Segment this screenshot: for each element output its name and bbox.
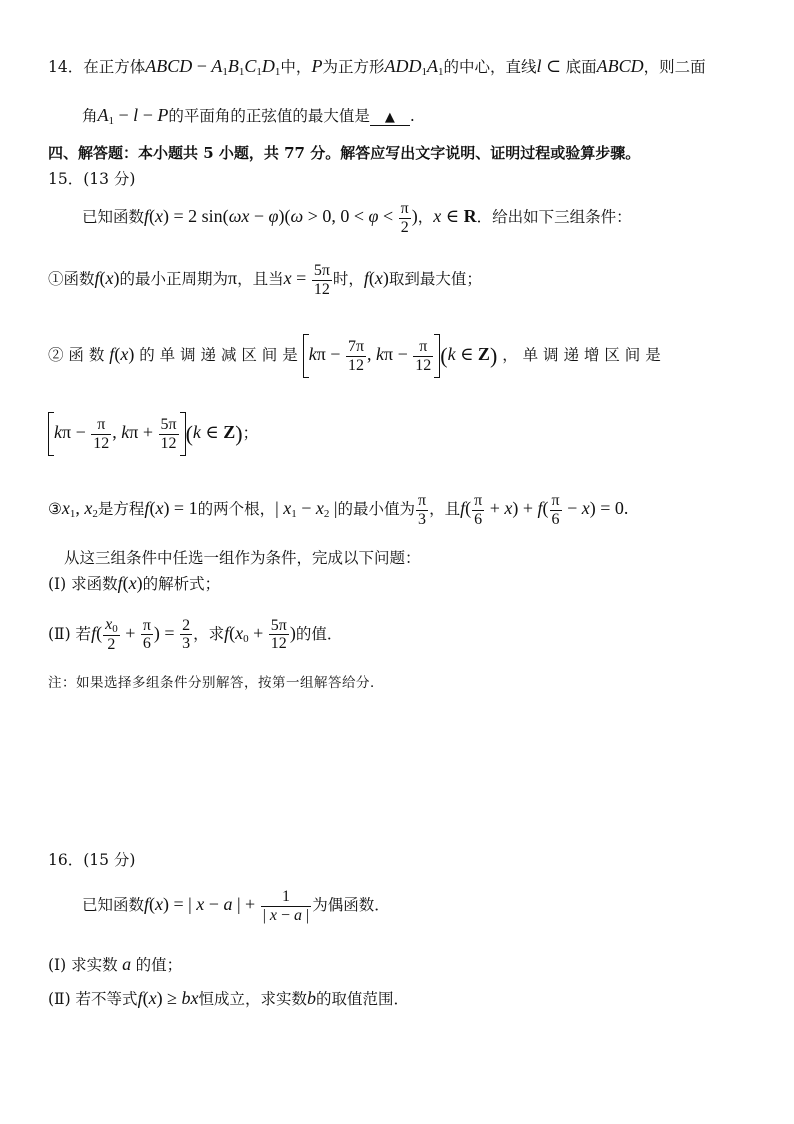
q16-number: 16．(15 分) <box>48 851 136 869</box>
q16-part-2: (Ⅱ) 若不等式f(x) ≥ bx恒成立，求实数b的取值范围． <box>48 988 409 1008</box>
answer-blank: ▲ <box>370 111 410 126</box>
fraction: $\frac{1}{| x - a |}$ <box>262 888 310 924</box>
fraction: $\frac{\pi}{2}$ <box>400 200 409 236</box>
fraction: $\frac{\pi}{6}$ <box>142 616 151 653</box>
q15-part-2: (Ⅱ) 若f( $\frac{x_0}{2}$ + $\frac{\pi}{6}$ ) = $\frac{2}{3}$ ，求$f(x_0$ + $\frac{5\pi}{12}$ )的值． <box>48 616 343 654</box>
condition-1: ①函数f(x)的最小正周期为π，且当x = $\frac{5\pi}{12}$ 时，f(x)取到最大值； <box>48 262 482 298</box>
fraction: $\frac{\pi}{6}$ <box>474 492 483 528</box>
section-heading: 四、解答题：本小题共 5 小题，共 77 分。解答应写出文字说明、证明过程或验算步骤。 <box>48 144 641 162</box>
q15-part-1: (Ⅰ) 求函数f(x)的解析式； <box>48 573 221 593</box>
fraction: $\frac{7\pi}{12}$ <box>347 337 365 374</box>
condition-3: $③x_1$, $x_2$是方程f(x) = 1的两个根，| $x_1 - x_2$ |的最小值为 $\frac{\pi}{3}$ ，且f( $\frac{\pi}{6}$ + x) + f( $\frac{\pi}{6}$ − x) = 0. <box>48 492 629 528</box>
q14-number: 14． <box>48 58 84 76</box>
fraction: $\frac{2}{3}$ <box>182 616 191 653</box>
condition-2: ② 函 数 f(x) 的 单 调 递 减 区 间 是 kπ − $\frac{7\pi}{12}$ , kπ − $\frac{\pi}{12}$ (k ∈ Z) ， 单 调 递 增 区 间 是 <box>48 334 661 378</box>
fraction: $\frac{5\pi}{12}$ <box>313 262 330 298</box>
choose-instruction: 从这三组条件中任选一组作为条件，完成以下问题： <box>64 549 421 567</box>
note: 注：如果选择多组条件分别解答，按第一组解答给分． <box>48 675 384 691</box>
q14-line-1: 14．在正方体ABCD − $A_1B_1C_1D_1$中，P为正方形$ADD_1A_1$的中心，直线l ⊂ 底面ABCD，则二面 <box>48 56 706 78</box>
fraction: $\frac{\pi}{6}$ <box>551 492 560 528</box>
fraction: $\frac{\pi}{3}$ <box>418 492 427 528</box>
q16-intro: 已知函数f(x) = | x − a | + $\frac{1}{| x - a |}$ 为偶函数． <box>82 888 390 924</box>
condition-2-cont: kπ − $\frac{\pi}{12}$ , kπ + $\frac{5\pi}{12}$ (k ∈ Z)； <box>48 412 258 456</box>
fraction: $\frac{\pi}{12}$ <box>93 415 110 452</box>
fraction: $\frac{5\pi}{12}$ <box>160 415 177 452</box>
fraction: $\frac{\pi}{12}$ <box>415 337 432 374</box>
q16-part-1: (Ⅰ) 求实数 a 的值； <box>48 954 183 974</box>
q14-line-2: 角$A_1 - l - P$的平面角的正弦值的最大值是 ▲ . <box>82 105 415 127</box>
fraction: $\frac{x_0}{2}$ <box>105 616 118 654</box>
fraction: $\frac{5\pi}{12}$ <box>270 616 287 653</box>
q15-number: 15．(13 分) <box>48 170 136 188</box>
q15-intro: 已知函数f(x) = 2 sin(ωx − φ)(ω > 0, 0 < φ < $\frac{\pi}{2}$ )，x ∈ R．给出如下三组条件： <box>82 200 632 236</box>
